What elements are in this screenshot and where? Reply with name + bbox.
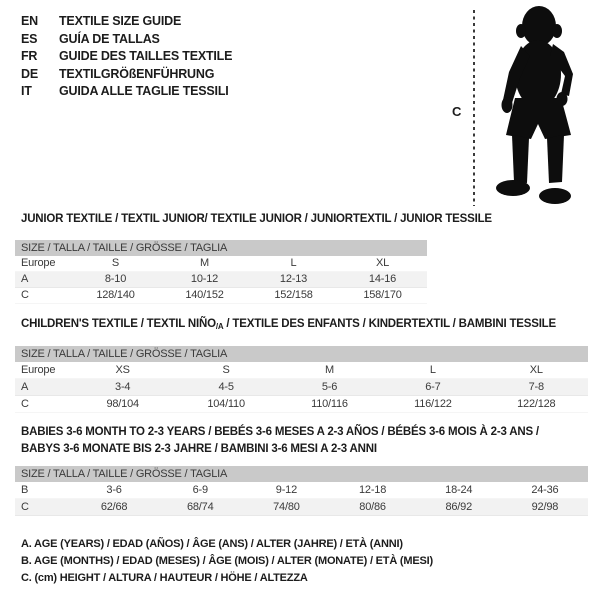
junior-table-title: JUNIOR TEXTILE / TEXTIL JUNIOR/ TEXTILE JUNIOR / JUNIORTEXTIL / JUNIOR TESSILE: [21, 213, 492, 225]
size-cell: M: [200, 257, 209, 269]
height-cell: 74/80: [273, 501, 300, 513]
table-row: [15, 499, 588, 516]
age-cell: 12-13: [279, 273, 308, 285]
age-cell: 7-8: [528, 381, 544, 393]
row-label: A: [21, 273, 29, 285]
height-cell: 158/170: [363, 289, 402, 301]
height-cell: 104/110: [207, 398, 245, 410]
baby-shorts: [506, 98, 571, 139]
baby-leg-right: [547, 135, 564, 183]
children-size-table: [15, 346, 588, 413]
row-label: C: [21, 398, 29, 410]
note-age-months: B. AGE (MONTHS) / EDAD (MESES) / ÂGE (MOIS) / ALTER (MONATE) / ETÀ (MESI): [21, 555, 433, 567]
size-cell: S: [222, 364, 230, 376]
size-cell: XL: [529, 364, 543, 376]
language-code: IT: [21, 84, 32, 98]
children-table-title: [21, 318, 556, 331]
language-label: TEXTILGRÖßENFÜHRUNG: [59, 66, 215, 81]
row-label: Europe: [21, 257, 56, 269]
size-cell: L: [429, 364, 436, 376]
note-age-years: A. AGE (YEARS) / EDAD (AÑOS) / ÂGE (ANS) / ALTER (JAHRE) / ETÀ (ANNI): [21, 538, 403, 550]
height-cell: 128/140: [96, 289, 135, 301]
table-header-size: SIZE / TALLA / TAILLE / GRÖSSE / TAGLIA: [15, 466, 588, 482]
age-cell: 5-6: [321, 381, 338, 393]
height-cell: 62/68: [100, 501, 128, 513]
language-row-fr: [21, 48, 232, 66]
baby-foot-left: [496, 180, 530, 196]
table-row: [15, 396, 588, 413]
table-header-size: SIZE / TALLA / TAILLE / GRÖSSE / TAGLIA: [15, 346, 588, 362]
language-label: TEXTILE SIZE GUIDE: [59, 14, 182, 28]
age-cell: 6-7: [425, 381, 441, 393]
age-cell: 10-12: [190, 273, 219, 285]
baby-silhouette-image: [481, 2, 593, 212]
baby-leg-left: [512, 135, 529, 183]
age-cell: 8-10: [104, 273, 127, 285]
height-cell: 68/74: [186, 501, 214, 513]
row-label: C: [21, 501, 29, 513]
age-cell: 6-9: [192, 484, 208, 496]
height-cell: 152/158: [274, 289, 313, 301]
row-label: B: [21, 484, 29, 496]
babies-table-title: [21, 424, 539, 457]
baby-hand-left: [502, 97, 513, 113]
row-label: C: [21, 289, 29, 301]
height-cell: 86/92: [445, 501, 472, 513]
language-row-es: [21, 31, 232, 49]
babies-title-line2: BABYS 3-6 MONATE BIS 2-3 JAHRE / BAMBINI 3-6 MESI A 2-3 ANNI: [21, 442, 377, 455]
height-cell: 140/152: [185, 289, 224, 301]
row-label: A: [21, 381, 29, 393]
babies-title-line1: BABIES 3-6 MONTH TO 2-3 YEARS / BEBÉS 3-6 MESES A 2-3 AÑOS / BÉBÉS 3-6 MOIS À 2-3 ANS /: [21, 426, 539, 438]
baby-head: [522, 6, 556, 46]
age-cell: 3-6: [106, 484, 122, 496]
table-row: [15, 379, 588, 396]
age-cell: 14-16: [368, 273, 397, 285]
language-title-list: [21, 13, 232, 101]
junior-size-table: [15, 240, 427, 304]
language-code: FR: [21, 49, 38, 63]
table-row: [15, 482, 588, 499]
baby-foot-right: [539, 188, 571, 204]
row-label: Europe: [21, 364, 56, 376]
language-code: ES: [21, 31, 38, 46]
babies-size-table: [15, 466, 588, 516]
height-cell: 122/128: [517, 398, 556, 410]
table-row: [15, 362, 588, 379]
table-row: [15, 272, 427, 288]
table-row: [15, 256, 427, 272]
table-row: [15, 288, 427, 304]
baby-ear-right: [552, 24, 562, 38]
language-row-en: [21, 13, 232, 31]
age-cell: 9-12: [275, 484, 298, 496]
age-cell: 18-24: [445, 484, 473, 496]
legend-notes: [21, 536, 433, 587]
language-label: GUÍA DE TALLAS: [59, 31, 160, 46]
language-code: EN: [21, 14, 38, 28]
language-label: GUIDE DES TAILLES TEXTILE: [59, 49, 233, 63]
language-code: DE: [21, 66, 38, 81]
children-title-subscript: /A: [215, 322, 224, 331]
note-height-cm: C. (cm) HEIGHT / ALTURA / HAUTEUR / HÖHE / ALTEZZA: [21, 572, 308, 584]
size-cell: XL: [375, 257, 390, 269]
height-cell: 98/104: [106, 398, 139, 410]
height-measure-label: C: [452, 104, 462, 119]
height-cell: 80/86: [359, 501, 386, 513]
age-cell: 24-36: [531, 484, 559, 496]
language-row-de: [21, 66, 232, 84]
children-title-post: / TEXTILE DES ENFANTS / KINDERTEXTIL / BAMBINI TESSILE: [223, 318, 556, 330]
size-cell: S: [111, 257, 120, 269]
children-title-pre: CHILDREN'S TEXTILE / TEXTIL NIÑO: [21, 318, 216, 330]
language-label: GUIDA ALLE TAGLIE TESSILI: [59, 84, 229, 98]
size-cell: L: [290, 257, 297, 269]
height-cell: 116/122: [414, 398, 452, 410]
height-cell: 92/98: [531, 501, 559, 513]
size-cell: XS: [115, 364, 130, 376]
height-measure-dashed-line: [473, 10, 475, 206]
age-cell: 3-4: [115, 381, 131, 393]
height-cell: 110/116: [311, 398, 348, 410]
language-row-it: [21, 83, 232, 101]
age-cell: 4-5: [218, 381, 234, 393]
age-cell: 12-18: [359, 484, 387, 496]
table-header-size: SIZE / TALLA / TAILLE / GRÖSSE / TAGLIA: [15, 240, 427, 256]
size-cell: M: [325, 364, 334, 376]
baby-ear-left: [516, 24, 526, 38]
